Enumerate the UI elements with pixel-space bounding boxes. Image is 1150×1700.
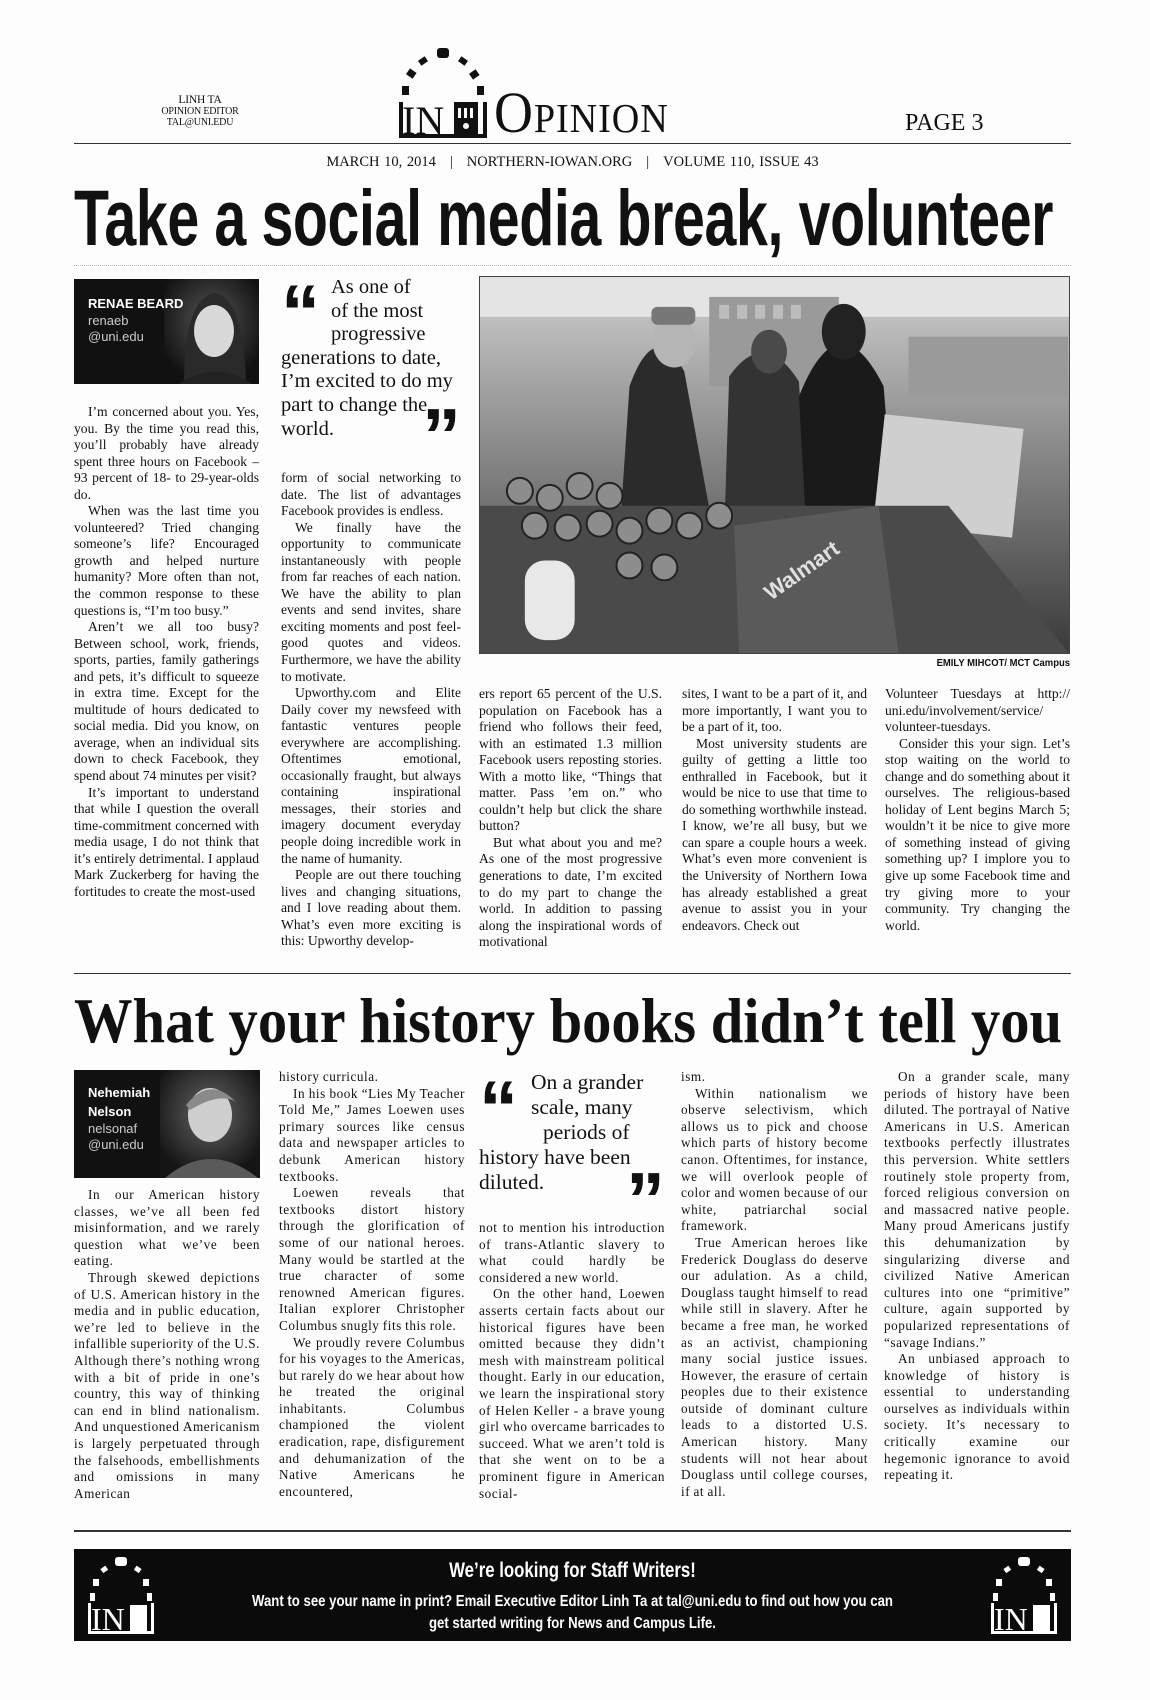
pull-quote-line: generations to date, (281, 346, 441, 369)
article-column (479, 1220, 665, 1502)
author-card (74, 1070, 260, 1178)
article-column (74, 1187, 260, 1502)
website-link[interactable]: NORTHERN-IOWAN.ORG (466, 154, 633, 170)
pull-quote-line: diluted. (479, 1170, 545, 1194)
paragraph: It’s important to understand that while I question the overall time-commitment concerned with media usage, I do not think that it’s entirely detrimental. I applaud Mark Zuckerberg for having the fortitudes to create the most-used (74, 784, 259, 899)
article-column (884, 1069, 1070, 1484)
paragraph: ers report 65 percent of the U.S. population on Facebook has a friend who follows their feed, with an estimated 1.3 million Facebook users reposting stories. With a motto like, “Things that matter. Pass ’em on.” who couldn’t help but click the share button? (479, 686, 662, 834)
section-title: Opinion (494, 80, 669, 145)
author-last-name: Nelson (88, 1104, 132, 1119)
pull-quote-line: part to change the (281, 393, 428, 416)
paragraph: not to mention his introduction of trans-Atlantic slavery to what could hardly be considered a new world. (479, 1220, 665, 1285)
paragraph: Upworthy.com and Elite Daily cover my newsfeed with fantastic ventures people everywhere are accomplishing. Oftentimes emotional, occasionally fraught, but always containing inspirational messages, their stories and imagery document everyday people doing incredible work in the name of humanity. (281, 685, 461, 866)
pull-quote-line: I’m excited to do my (281, 370, 453, 393)
paragraph: True American heroes like Frederick Douglass do deserve our adulation. As a child, Douglass taught himself to read while still in slavery. After he became a free man, he worked as an activist, championing many social justice issues. However, the erasure of certain peoples due to their existence outside of dominant culture leads to a distorted U.S. American history. Many students will not hear about Douglass until college courses, if at all. (681, 1234, 868, 1499)
paragraph: Aren’t we all too busy? Between school, work, friends, sports, parties, family gatherings and pets, it’s difficult to squeeze in extra time. Except for the multitude of hours dedicated to social media. Did you know, on average, when an individual sits down to check Facebook, they spend about 74 minutes per visit? (74, 619, 259, 784)
separator: | (449, 154, 453, 170)
masthead-rule (74, 143, 1071, 144)
banner-title: We’re looking for Staff Writers! (449, 1559, 696, 1582)
volunteers-photo (479, 276, 1070, 654)
author-email-user: renaeb (88, 313, 129, 328)
photo-credit: EMILY MIHCOT/ MCT Campus (936, 657, 1070, 669)
paragraph: Consider this your sign. Let’s stop waiting on the world to change and do something about it ourselves. The religious-based holiday of Lent begins March 5; wouldn’t it be nice to give more of something instead of giving something up? I implore you to give up some Facebook time and try giving more to your community. Try changing the world. (885, 735, 1070, 933)
dateline (74, 154, 1071, 171)
close-quote-icon: ” (626, 1156, 665, 1244)
uni-logo (989, 1555, 1059, 1635)
article-column (281, 470, 461, 950)
editor-title: OPINION EDITOR (161, 106, 239, 117)
uni-logo (86, 1555, 156, 1635)
article-column (682, 686, 867, 934)
paragraph: Volunteer Tuesdays at http:// uni.edu/involvement/service/ volunteer-tuesdays. (885, 686, 1070, 735)
editor-email: TAL@UNI.EDU (166, 117, 234, 128)
open-quote-icon: “ (479, 1064, 518, 1152)
svg-text:IN: IN (91, 1601, 125, 1635)
pull-quote-line: scale, many (531, 1095, 633, 1119)
paragraph: ism. (681, 1069, 706, 1084)
open-quote-icon: “ (281, 268, 320, 356)
pull-quote-line: world. (281, 417, 334, 440)
headline: Take a social media break, volunteer (74, 173, 1054, 262)
paragraph: In our American history classes, we’ve all been fed misinformation, and we rarely question what we’ve been eating. (74, 1187, 260, 1269)
paragraph: When was the last time you volunteered? Tried changing someone’s life? Encouraged growth and helped nurture humanity? More often than not, the common response to these questions is, “I’m too busy.” (74, 503, 259, 618)
pull-quote-line: progressive (331, 323, 426, 346)
article-column (479, 686, 662, 951)
paragraph: form of social networking to date. The list of advantages Facebook provides is endless. (281, 470, 461, 519)
issue-date: MARCH 10, 2014 (326, 154, 436, 170)
staff-writers-banner (74, 1549, 1071, 1641)
article-divider (74, 1530, 1071, 1532)
paragraph: On the other hand, Loewen asserts certain facts about our historical figures have been omitted because they didn’t mesh with mainstream political thought. Early in our education, we learn the inspirational story of Helen Keller - a brave young girl who overcame barricades to succeed. What we aren’t told is that she went on to be a prominent figure in American social- (479, 1286, 665, 1501)
headline: What your history books didn’t tell you (74, 985, 1063, 1056)
author-headshot (160, 1070, 260, 1178)
svg-text:IN: IN (994, 1601, 1028, 1635)
pull-quote-line: periods of (543, 1120, 630, 1144)
author-first-name: Nehemiah (88, 1085, 151, 1100)
pull-quote-line: of the most (331, 299, 424, 322)
paragraph: On a grander scale, many periods of history have been diluted. The portrayal of Native Americans in U.S. American textbooks perfectly illustrates this perversion. White settlers routinely stole property from, forced religious conversion on and massacred native people. Many proud Americans justify this dehumanization by singularizing diverse and civilized Native American cultures into one “primitive” culture, again supported by popularized representations of “savage Indians.” (884, 1069, 1070, 1350)
pull-quote-line: On a grander (531, 1070, 644, 1094)
paragraph: sites, I want to be a part of it, and more importantly, I want you to be a part of it, too. (682, 686, 867, 735)
paragraph: We finally have the opportunity to communicate instantaneously with people from far reaches of each nation. We have the ability to plan events and send invites, share exciting moments and post feel-good quotes and videos. Furthermore, we have the ability to motivate. (281, 519, 461, 684)
article-column (885, 686, 1070, 934)
close-quote-icon: ” (422, 392, 461, 480)
uni-logo (396, 46, 490, 140)
paragraph: Within nationalism we observe selectivism, which allows us to pick and choose which parts of history become canon. Oftentimes, for instance, we will overlook people of color and women because of our white, patriarchal social framework. (681, 1085, 868, 1234)
author-name: RENAE BEARD (88, 296, 184, 311)
pull-quote-line: As one of (331, 276, 411, 298)
author-card (74, 279, 259, 384)
pull-quote (281, 268, 461, 480)
editor-contact (150, 95, 250, 128)
pull-quote-line: history have been (479, 1145, 631, 1169)
pull-quote (479, 1064, 665, 1244)
paragraph: An unbiased approach to knowledge of history is essential to understanding ourselves as individuals within society. It’s necessary to critically examine our hegemonic ignorance to avoid repeating it. (884, 1351, 1070, 1483)
editor-name: LINH TA (178, 94, 222, 106)
page-number: PAGE 3 (905, 110, 984, 136)
svg-text:IN: IN (402, 98, 445, 140)
volume-issue: VOLUME 110, ISSUE 43 (663, 154, 819, 170)
divider (74, 265, 1071, 266)
article-column (681, 1069, 868, 1500)
paragraph: In his book “Lies My Teacher Told Me,” James Loewen uses primary sources like census data and newspaper articles to debunk American history textbooks. (279, 1085, 465, 1184)
paragraph: People are out there touching lives and changing situations, and I love reading about them. What’s even more exciting is this: Upworthy develop- (281, 867, 461, 949)
paragraph: history curricula. (279, 1069, 379, 1084)
article-divider (74, 973, 1071, 974)
separator: | (646, 154, 650, 170)
bag-logo-text: Walmart (759, 535, 844, 606)
paragraph: But what about you and me? As one of the most progressive generations to date, I’m excited to do my part to change the world. In addition to passing along the inspirational words of motivational (479, 834, 662, 950)
paragraph: Loewen reveals that textbooks distort history through the glorification of some of our national heroes. Many would be startled at the true character of some renowned American figures. Italian explorer Christopher Columbus snugly fits this role. (279, 1185, 465, 1333)
paragraph: Through skewed depictions of U.S. American history in the media and in public education, we’re led to believe in the infallible superiority of the U.S. Although there’s nothing wrong with a bit of pride in one’s country, this way of thinking can end in blind nationalism. And unquestioned Americanism is largely perpetuated through the falsehoods, embellishments and omissions in many American (74, 1269, 260, 1501)
paragraph: I’m concerned about you. Yes, you. By the time you read this, you’ll probably have already spent three hours on Facebook – 93 percent of 18- to 29-year-olds do. (74, 404, 259, 502)
author-email-user: nelsonaf (88, 1121, 138, 1136)
banner-body: Want to see your name in print? Email Executive Editor Linh Ta at tal@uni.edu to find out how you can get started writing for News and Campus Life. (252, 1593, 893, 1632)
author-email-domain: @uni.edu (88, 1137, 144, 1152)
author-email-domain: @uni.edu (88, 329, 144, 344)
paragraph: Most university students are guilty of getting a little too enthralled in Facebook, but it would be nice to use that time to do something worthwhile instead. I know, we’re all busy, but we can spare a couple hours a week. What’s even more convenient is the University of Northern Iowa has already established a great avenue to assist you in your endeavors. Check out (682, 735, 867, 933)
paragraph: We proudly revere Columbus for his voyages to the Americas, but rarely do we hear about how he treated the original inhabitants. Columbus championed the violent eradication, rape, disfigurement and dehumanization of the Native Americans he encountered, (279, 1334, 465, 1499)
article-column (279, 1069, 465, 1500)
article-column (74, 404, 259, 900)
